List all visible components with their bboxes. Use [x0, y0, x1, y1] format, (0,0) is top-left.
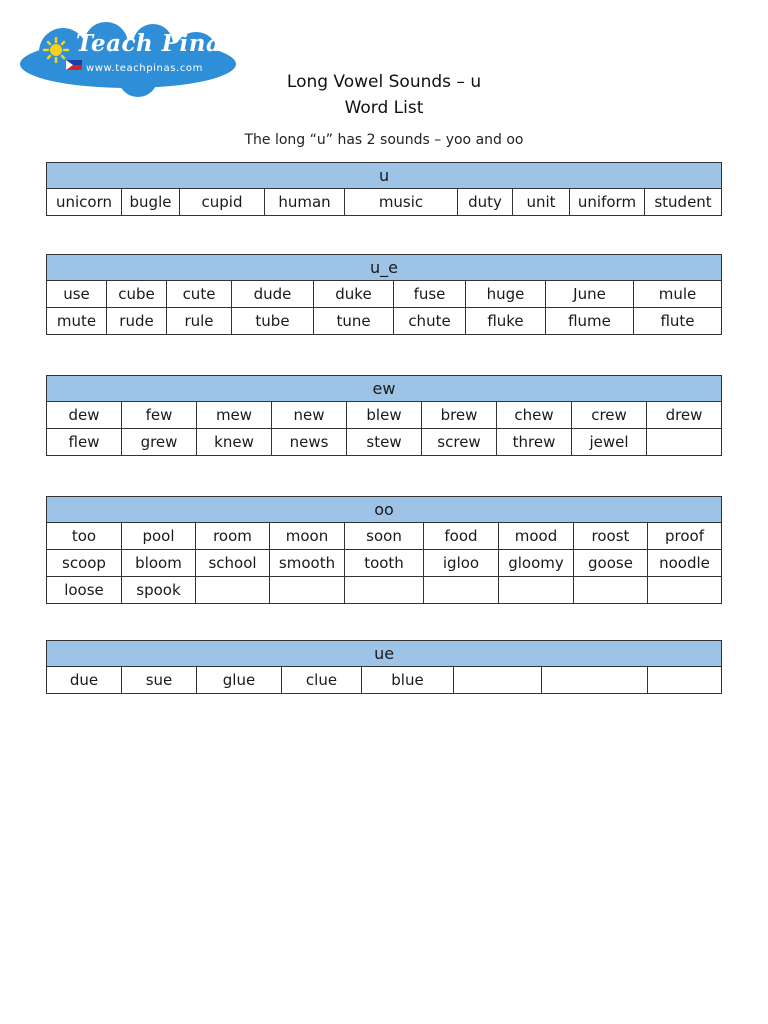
word-cell: loose [47, 577, 122, 604]
word-cell: bugle [122, 189, 180, 216]
word-cell: grew [122, 429, 197, 456]
word-cell: new [272, 402, 347, 429]
word-cell: news [272, 429, 347, 456]
word-cell: too [47, 523, 122, 550]
word-cell: tooth [345, 550, 424, 577]
word-cell: duty [458, 189, 513, 216]
word-cell: jewel [572, 429, 647, 456]
word-cell: chew [497, 402, 572, 429]
word-cell [648, 577, 722, 604]
intro-text: The long “u” has 2 sounds – yoo and oo [244, 132, 524, 148]
word-cell: screw [422, 429, 497, 456]
word-cell: gloomy [499, 550, 574, 577]
word-cell: blue [362, 667, 454, 694]
table-row [47, 189, 722, 216]
table-heading: oo [47, 497, 722, 523]
word-cell: unit [513, 189, 570, 216]
word-cell: fluke [466, 308, 546, 335]
word-cell: scoop [47, 550, 122, 577]
table-heading: u_e [47, 255, 722, 281]
word-cell [270, 577, 345, 604]
word-cell: bloom [122, 550, 196, 577]
word-cell: stew [347, 429, 422, 456]
word-cell: June [546, 281, 634, 308]
word-cell: drew [647, 402, 722, 429]
word-cell: food [424, 523, 499, 550]
word-cell: rule [167, 308, 232, 335]
word-table-u [46, 162, 722, 216]
table-row [47, 281, 722, 308]
word-cell: smooth [270, 550, 345, 577]
word-cell: goose [574, 550, 648, 577]
word-cell [648, 667, 722, 694]
word-cell: noodle [648, 550, 722, 577]
word-cell: huge [466, 281, 546, 308]
word-cell: due [47, 667, 122, 694]
word-cell: roost [574, 523, 648, 550]
word-table-oo [46, 496, 722, 604]
word-cell: mute [47, 308, 107, 335]
word-cell [345, 577, 424, 604]
word-cell: cupid [180, 189, 265, 216]
table-row [47, 550, 722, 577]
table-row [47, 429, 722, 456]
word-cell [542, 667, 648, 694]
word-cell: flute [634, 308, 722, 335]
word-cell: threw [497, 429, 572, 456]
word-cell [454, 667, 542, 694]
word-cell: rude [107, 308, 167, 335]
word-cell: knew [197, 429, 272, 456]
word-cell: unicorn [47, 189, 122, 216]
table-row [47, 577, 722, 604]
word-table-ue [46, 640, 722, 694]
table-row [47, 523, 722, 550]
word-cell: chute [394, 308, 466, 335]
table-heading: ue [47, 641, 722, 667]
word-cell: duke [314, 281, 394, 308]
word-cell [424, 577, 499, 604]
word-cell: room [196, 523, 270, 550]
word-cell: few [122, 402, 197, 429]
word-cell: crew [572, 402, 647, 429]
word-cell: brew [422, 402, 497, 429]
table-row [47, 308, 722, 335]
word-cell: sue [122, 667, 197, 694]
table-row [47, 402, 722, 429]
page-title: Long Vowel Sounds – u [286, 72, 482, 92]
word-cell [499, 577, 574, 604]
word-cell: use [47, 281, 107, 308]
word-cell: tune [314, 308, 394, 335]
word-cell: fuse [394, 281, 466, 308]
word-cell: spook [122, 577, 196, 604]
word-cell: dude [232, 281, 314, 308]
word-cell: blew [347, 402, 422, 429]
word-cell: flume [546, 308, 634, 335]
word-cell: clue [282, 667, 362, 694]
word-cell: music [345, 189, 458, 216]
word-cell: igloo [424, 550, 499, 577]
logo-brand-text: Teach Pinas [76, 30, 235, 57]
word-cell: uniform [570, 189, 645, 216]
word-table-u-e [46, 254, 722, 335]
word-cell: cute [167, 281, 232, 308]
page-subtitle-word-list: Word List [344, 98, 424, 118]
sun-icon [44, 38, 68, 62]
word-cell: moon [270, 523, 345, 550]
word-cell: proof [648, 523, 722, 550]
table-heading: ew [47, 376, 722, 402]
word-cell: tube [232, 308, 314, 335]
word-cell: mew [197, 402, 272, 429]
word-cell: human [265, 189, 345, 216]
table-row [47, 667, 722, 694]
word-cell: pool [122, 523, 196, 550]
flag-icon [66, 60, 82, 70]
word-cell: mood [499, 523, 574, 550]
word-cell: dew [47, 402, 122, 429]
word-table-ew [46, 375, 722, 456]
word-cell: glue [197, 667, 282, 694]
logo-url-text: www.teachpinas.com [86, 63, 203, 74]
word-cell: mule [634, 281, 722, 308]
word-cell [647, 429, 722, 456]
word-cell: flew [47, 429, 122, 456]
word-cell: cube [107, 281, 167, 308]
word-cell: soon [345, 523, 424, 550]
word-cell: student [645, 189, 722, 216]
table-heading: u [47, 163, 722, 189]
word-cell: school [196, 550, 270, 577]
word-cell [574, 577, 648, 604]
word-cell [196, 577, 270, 604]
